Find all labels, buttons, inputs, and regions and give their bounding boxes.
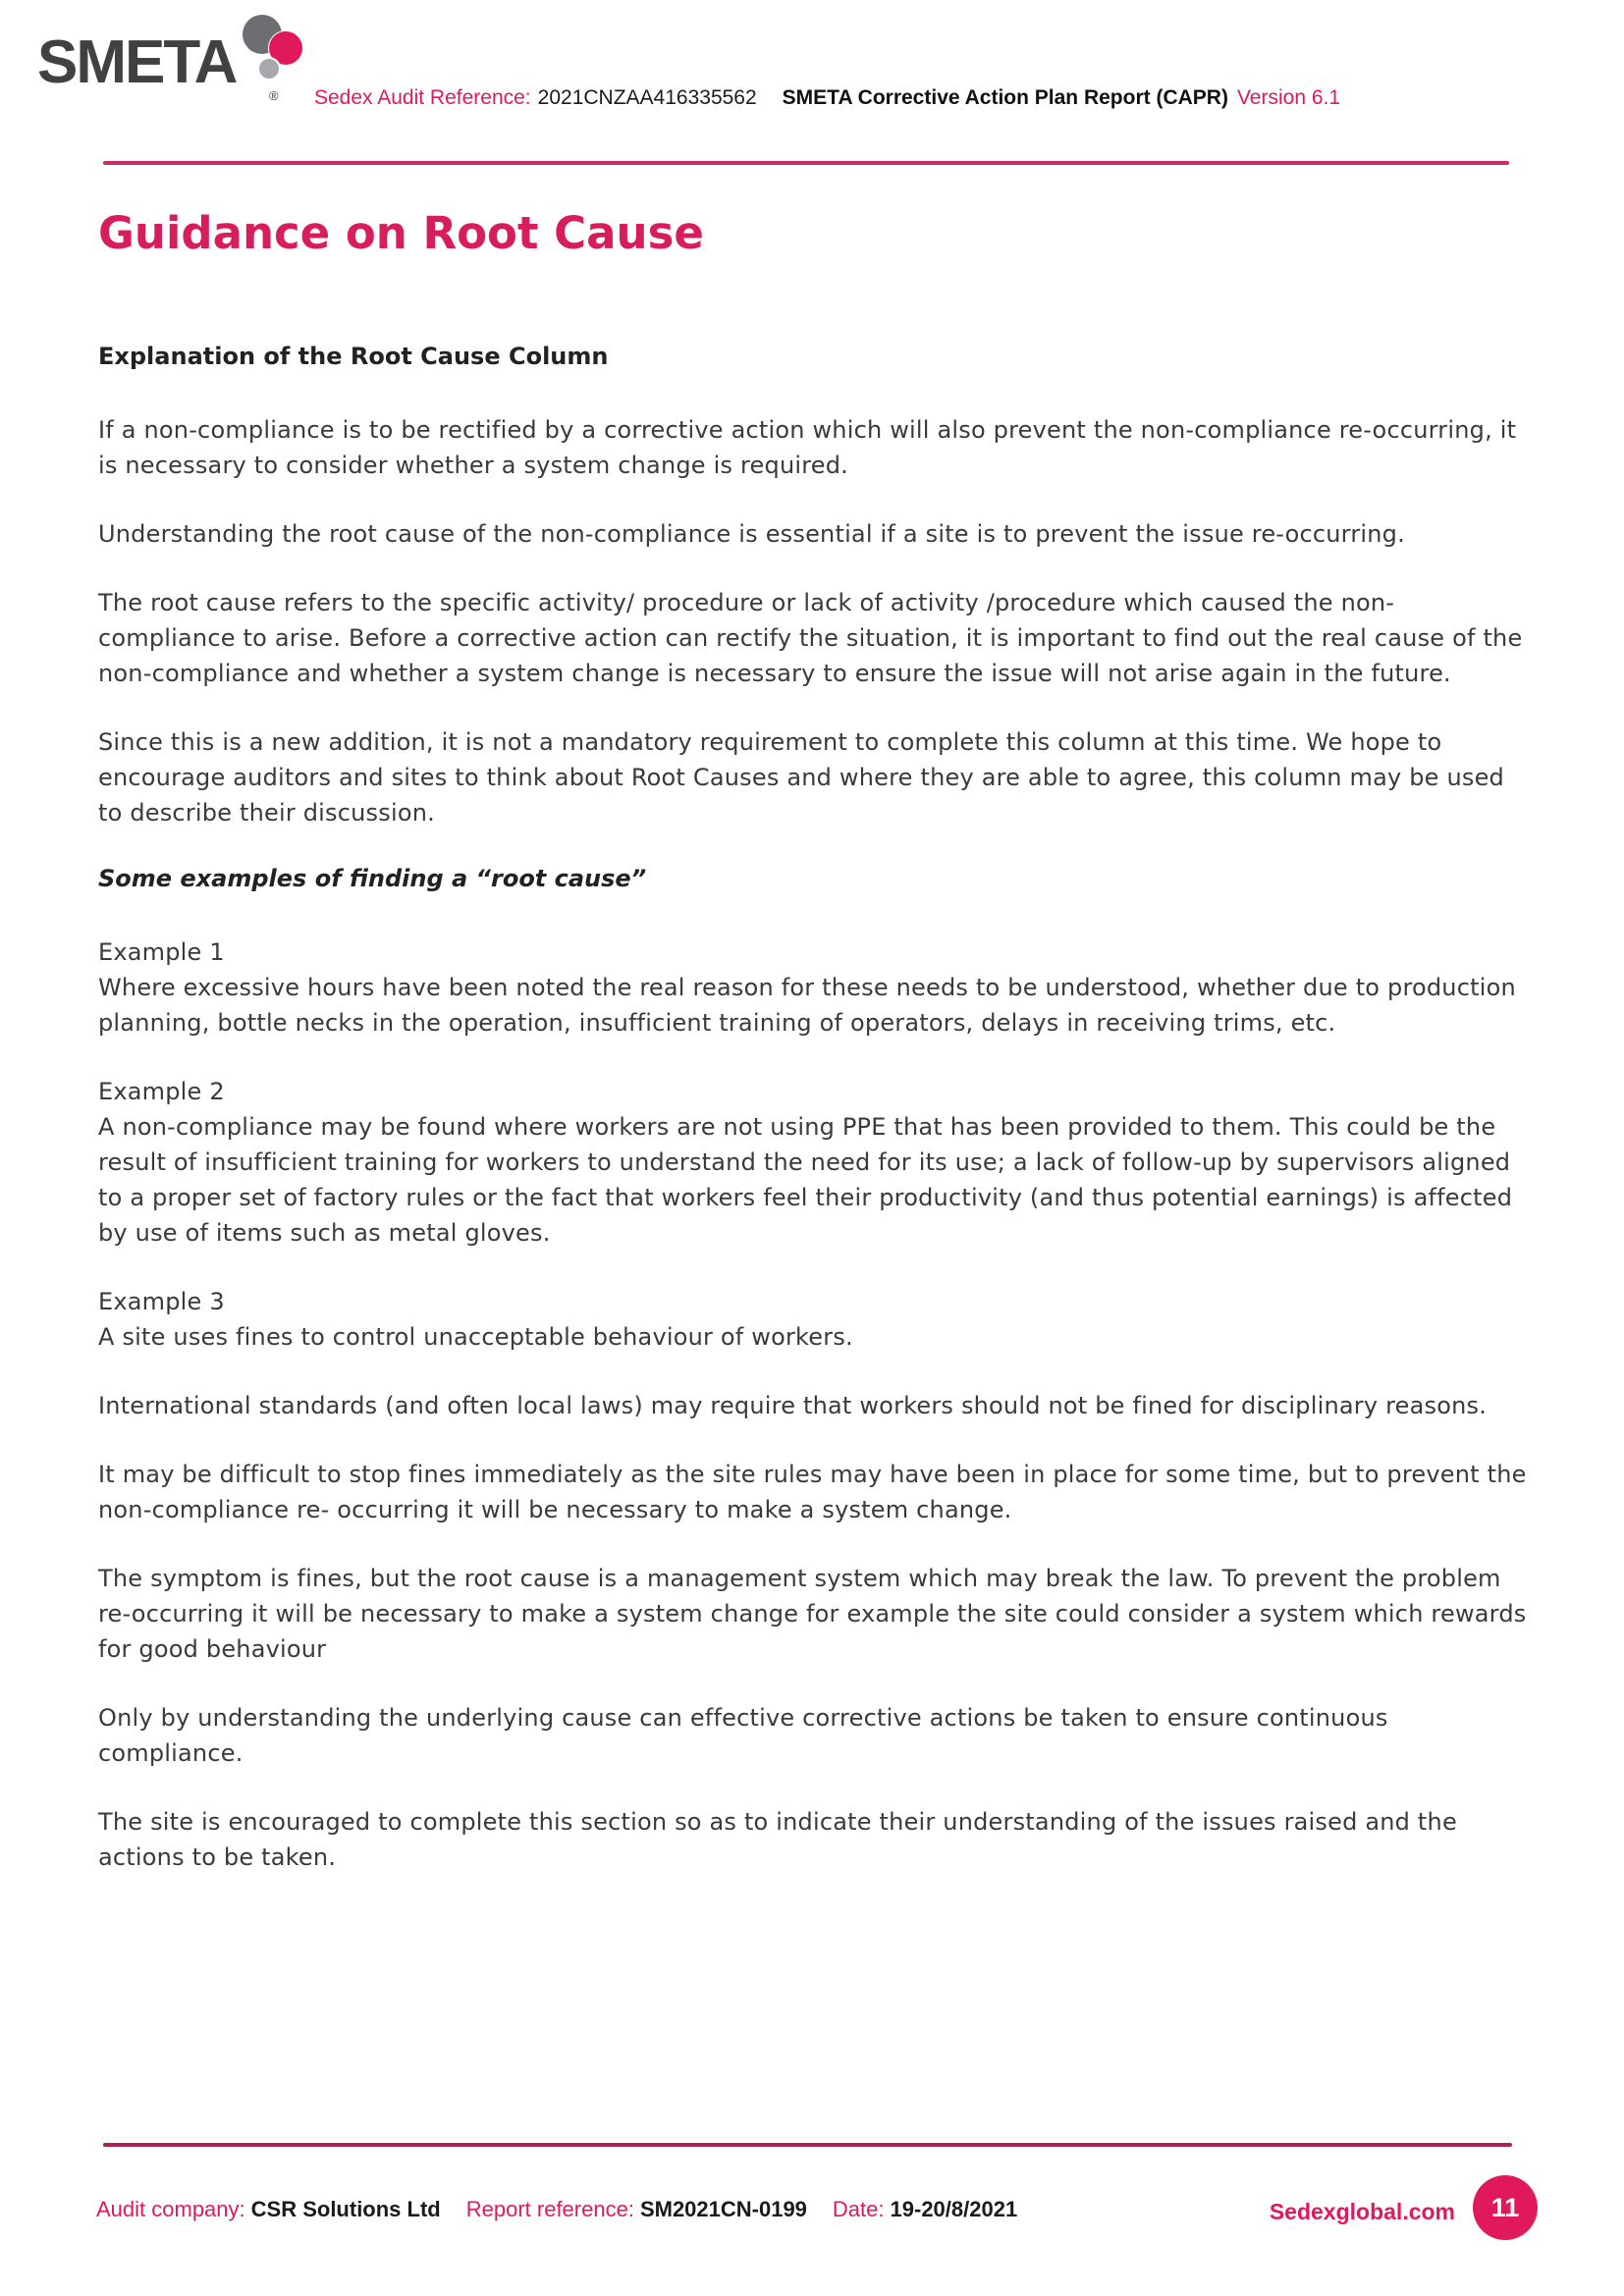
example-label: Example 1 bbox=[98, 938, 225, 966]
report-title: SMETA Corrective Action Plan Report (CAPR) bbox=[782, 86, 1228, 109]
logo-dot-lightgray-icon bbox=[257, 57, 281, 80]
example-text: Where excessive hours have been noted the real reason for these needs to be understood, whether due to production planning, bottle necks in the operation, insufficient training of operators, delays in receiving trims, etc. bbox=[98, 974, 1516, 1037]
date-group bbox=[833, 2197, 1017, 2221]
explanation-heading: Explanation of the Root Cause Column bbox=[98, 343, 609, 370]
paragraph: International standards (and often local laws) may require that workers should not be fined for disciplinary reasons. bbox=[98, 1392, 1488, 1419]
paragraph: The root cause refers to the specific activity/ procedure or lack of activity /procedure which caused the non-compliance to arise. Before a corrective action can rectify the situation, it is important to find out the real cause of the non-compliance and whether a system change is necessary to ensure the issue will not arise again in the future. bbox=[98, 589, 1523, 687]
examples-heading: Some examples of finding a “root cause” bbox=[98, 865, 647, 892]
example-label: Example 2 bbox=[98, 1078, 225, 1105]
page-title: Guidance on Root Cause bbox=[98, 207, 704, 259]
report-reference-value: SM2021CN-0199 bbox=[639, 2197, 807, 2221]
report-version: Version 6.1 bbox=[1236, 86, 1341, 109]
report-reference-label: Report reference: bbox=[465, 2197, 634, 2221]
smeta-logo bbox=[37, 14, 332, 122]
audit-reference-value: 2021CNZAA416335562 bbox=[537, 86, 757, 109]
paragraph: It may be difficult to stop fines immediately as the site rules may have been in place for some time, but to prevent the non-compliance re- occurring it will be necessary to make a system change. bbox=[98, 1461, 1527, 1523]
header-divider-rule bbox=[103, 161, 1509, 165]
audit-company-group bbox=[96, 2197, 441, 2221]
audit-reference-label: Sedex Audit Reference: bbox=[314, 86, 531, 109]
footer-divider-rule bbox=[103, 2143, 1512, 2147]
paragraph: Understanding the root cause of the non-compliance is essential if a site is to prevent the issue re-occurring. bbox=[98, 520, 1405, 548]
example-block-1 bbox=[98, 934, 1528, 1041]
paragraph: If a non-compliance is to be rectified by a corrective action which will also prevent the non-compliance re-occurring, it is necessary to consider whether a system change is required. bbox=[98, 416, 1517, 479]
footer-info-line bbox=[96, 2197, 1043, 2222]
example-label: Example 3 bbox=[98, 1288, 225, 1315]
page-number-badge bbox=[1473, 2175, 1538, 2240]
smeta-logo-text: SMETA bbox=[37, 28, 237, 96]
date-label: Date: bbox=[832, 2197, 885, 2221]
paragraph: Since this is a new addition, it is not a mandatory requirement to complete this column at this time. We hope to encourage auditors and sites to think about Root Causes and where they are able to agree, this column may be used to describe their discussion. bbox=[98, 728, 1504, 827]
sedexglobal-website-link[interactable]: Sedexglobal.com bbox=[1269, 2199, 1455, 2224]
example-text: A site uses fines to control unacceptable behaviour of workers. bbox=[98, 1323, 853, 1351]
example-text: A non-compliance may be found where workers are not using PPE that has been provided to them. This could be the result of insufficient training for workers to understand the need for its use; a lack of follow-up by supervisors aligned to a proper set of factory rules or the fact that workers feel their productivity (and thus potential earnings) is affected by use of items such as metal gloves. bbox=[98, 1113, 1513, 1247]
page-number: 11 bbox=[1490, 2192, 1520, 2222]
audit-company-value: CSR Solutions Ltd bbox=[250, 2197, 441, 2221]
document-content bbox=[98, 208, 1528, 1908]
example-block-3 bbox=[98, 1284, 1528, 1355]
report-reference-group bbox=[466, 2197, 807, 2221]
paragraph: The site is encouraged to complete this section so as to indicate their understanding of the issues raised and the actions to be taken. bbox=[98, 1808, 1457, 1871]
header-reference-line bbox=[314, 86, 1340, 110]
paragraph: Only by understanding the underlying cause can effective corrective actions be taken to ensure continuous compliance. bbox=[98, 1704, 1388, 1767]
audit-company-label: Audit company: bbox=[96, 2197, 245, 2221]
registered-trademark-symbol: ® bbox=[269, 88, 279, 103]
example-block-2 bbox=[98, 1074, 1528, 1251]
date-value: 19-20/8/2021 bbox=[890, 2197, 1018, 2221]
paragraph: The symptom is fines, but the root cause is a management system which may break the law. To prevent the problem re-occurring it will be necessary to make a system change for example the site could consider a system which rewards for good behaviour bbox=[98, 1565, 1527, 1663]
